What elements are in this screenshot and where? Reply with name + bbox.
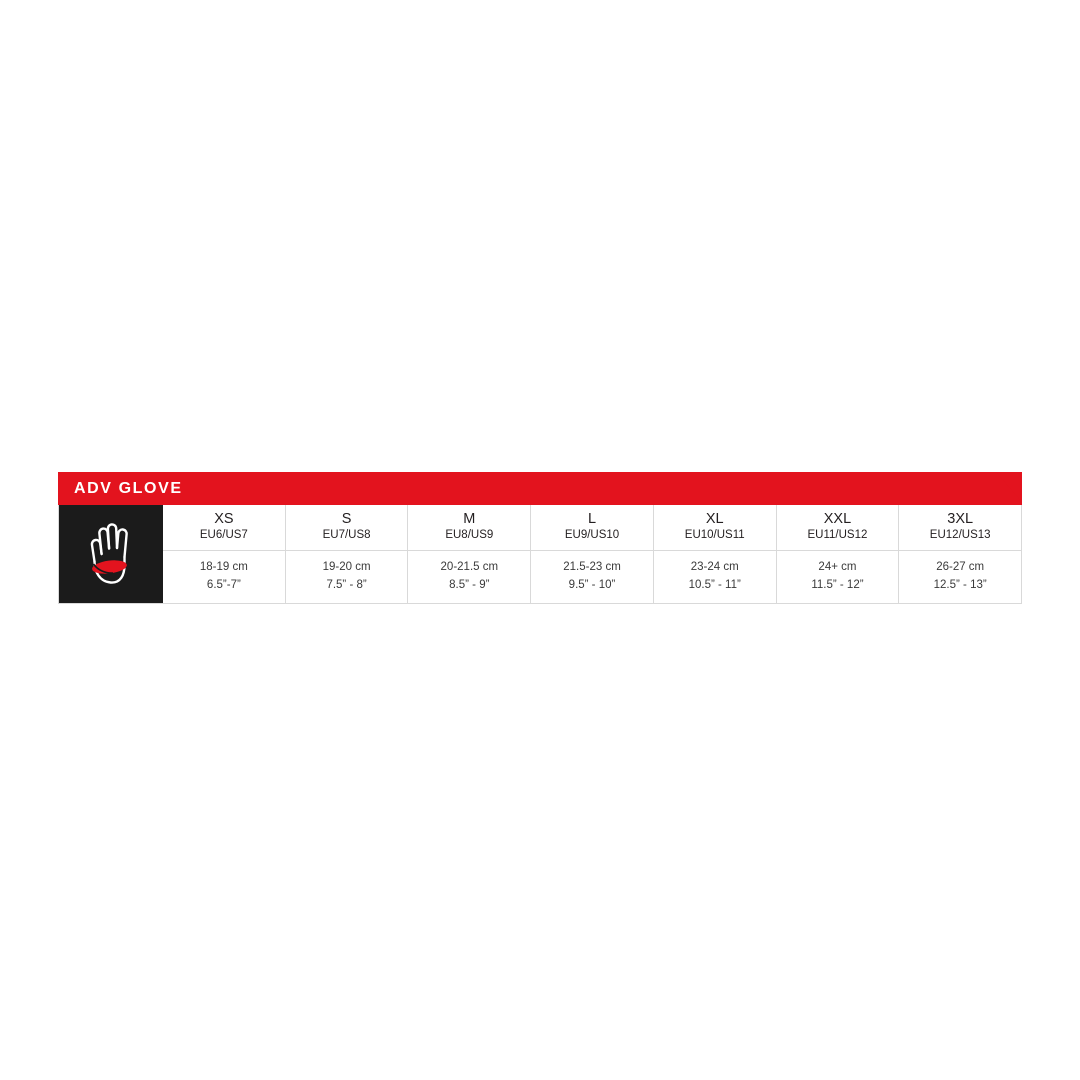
table-header-cell: [407, 505, 530, 550]
measurement-cm: 18-19 cm: [199, 560, 248, 573]
table-measurement-row: [163, 551, 1021, 603]
table-header-cell: [776, 505, 899, 550]
size-label: S: [341, 511, 352, 527]
table-cell: [776, 551, 899, 603]
banner-shape-icon: [58, 472, 1022, 505]
table-header-cell: [530, 505, 653, 550]
size-label: XXL: [823, 511, 852, 527]
measurement-cm: 20-21.5 cm: [440, 560, 499, 573]
measurement-cm: 23-24 cm: [690, 560, 739, 573]
size-label: XS: [214, 511, 234, 527]
size-label: M: [463, 511, 476, 527]
measurement-inch: 8.5” - 9”: [449, 579, 490, 592]
size-label: L: [587, 511, 597, 527]
chart-header-banner: [58, 472, 1022, 505]
table-cell: [530, 551, 653, 603]
size-label: 3XL: [947, 511, 974, 527]
size-sublabel: EU12/US13: [929, 529, 991, 542]
table-header-cell: [898, 505, 1021, 550]
chart-body: [58, 505, 1022, 604]
measurement-cm: 19-20 cm: [322, 560, 371, 573]
size-sublabel: EU6/US7: [199, 529, 248, 542]
size-sublabel: EU9/US10: [564, 529, 620, 542]
table-cell: [285, 551, 408, 603]
table-cell: [898, 551, 1021, 603]
glove-hand-icon-cell: [59, 505, 163, 603]
measurement-inch: 7.5” - 8”: [326, 579, 367, 592]
size-label: XL: [705, 511, 724, 527]
measurement-inch: 12.5” - 13”: [933, 579, 987, 592]
measurement-cm: 26-27 cm: [936, 560, 985, 573]
size-sublabel: EU8/US9: [445, 529, 494, 542]
size-sublabel: EU7/US8: [322, 529, 371, 542]
glove-size-chart: [58, 472, 1022, 604]
measurement-cm: 24+ cm: [818, 560, 857, 573]
table-header-cell: [285, 505, 408, 550]
measurement-inch: 11.5” - 12”: [811, 579, 864, 592]
measurement-inch: 6.5”-7”: [206, 579, 241, 592]
chart-title: ADV GLOVE: [74, 479, 183, 497]
size-table: [163, 505, 1021, 603]
table-header-cell: [163, 505, 285, 550]
measurement-cm: 21.5-23 cm: [563, 560, 621, 573]
table-cell: [653, 551, 776, 603]
table-header-cell: [653, 505, 776, 550]
glove-hand-icon: [72, 515, 150, 593]
table-cell: [407, 551, 530, 603]
measurement-inch: 10.5” - 11”: [688, 579, 741, 592]
measurement-inch: 9.5” - 10”: [568, 579, 616, 592]
size-sublabel: EU10/US11: [684, 529, 745, 542]
table-header-row: [163, 505, 1021, 551]
size-sublabel: EU11/US12: [807, 529, 868, 542]
table-cell: [163, 551, 285, 603]
